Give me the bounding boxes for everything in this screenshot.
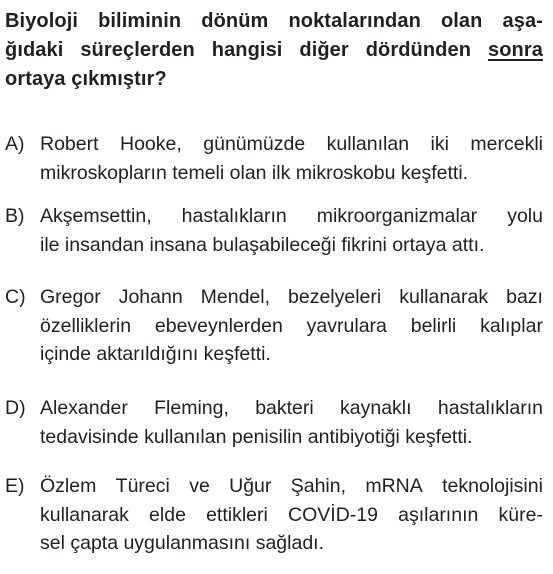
word: hastalıkların <box>181 205 287 227</box>
word: dönüm <box>201 10 269 32</box>
text-line <box>40 231 543 260</box>
text-line <box>40 501 543 530</box>
option-letter: D) <box>5 397 26 419</box>
word: sel çapta uygulanmasını sağladı. <box>40 532 325 554</box>
word: dördünden <box>365 39 472 61</box>
word: özelliklerin <box>40 314 132 337</box>
word: aşa- <box>502 10 543 32</box>
word: ettikleri <box>206 503 268 526</box>
word: Akşemsettin, <box>40 205 152 227</box>
word: hangisi <box>211 39 283 61</box>
word: ğıdaki <box>5 39 64 61</box>
word: elde <box>149 503 186 526</box>
option-text <box>40 472 543 558</box>
option-text <box>40 283 543 369</box>
option-text <box>40 394 543 451</box>
word: Robert <box>40 133 99 155</box>
text-line <box>5 7 543 36</box>
text-line <box>40 340 543 369</box>
word: tedavisinde kullanılan penisilin antibiyotiği keşfetti. <box>40 425 473 448</box>
word: Alexander <box>40 397 128 419</box>
word: bezelyeleri <box>288 286 382 308</box>
word: teknolojisini <box>442 475 543 497</box>
word: kaynaklı <box>340 397 412 419</box>
word: mRNA <box>365 475 423 497</box>
text-line <box>40 159 543 188</box>
word: süreçlerden <box>80 39 195 61</box>
word: günümüzde <box>203 133 306 155</box>
word: Johann <box>118 286 183 308</box>
word: yavrulara <box>306 314 387 337</box>
word: Fleming, <box>154 397 229 419</box>
word: küre- <box>498 503 543 526</box>
option-letter: A) <box>5 133 25 155</box>
text-line <box>40 394 543 423</box>
word: ve <box>189 475 210 497</box>
word: aşılarının <box>398 503 479 526</box>
word: ile insandan insana bulaşabileceği fikrini ortaya attı. <box>40 233 485 256</box>
word: yolu <box>507 205 543 227</box>
word: kullanarak <box>399 286 489 308</box>
option-text <box>40 130 543 187</box>
word: sonra <box>487 39 543 61</box>
text-line <box>40 472 543 501</box>
text-line <box>40 312 543 341</box>
word: belirli <box>410 314 457 337</box>
word: Gregor <box>40 286 101 308</box>
word: bakteri <box>255 397 314 419</box>
word: COVİD-19 <box>288 503 378 526</box>
word: iki <box>430 133 449 155</box>
word: Biyoloji <box>5 10 79 32</box>
word: olan <box>440 10 483 32</box>
text-line <box>40 529 543 558</box>
word: kullanarak <box>40 503 129 526</box>
text-line <box>40 283 543 312</box>
option-letter: E) <box>5 475 25 497</box>
word: Özlem <box>40 475 97 497</box>
word: Mendel, <box>200 286 271 308</box>
word: Türeci <box>115 475 170 497</box>
word: bazı <box>506 286 543 308</box>
word: Şahin, <box>290 475 347 497</box>
word: hastalıkların <box>437 397 543 419</box>
word: içinde aktarıldığını keşfetti. <box>40 343 271 365</box>
option-letter: B) <box>5 205 25 227</box>
word: mikroorganizmalar <box>316 205 478 227</box>
word: Hooke, <box>120 133 182 155</box>
question-page <box>5 0 543 554</box>
word: mercekli <box>470 133 543 155</box>
question-stem <box>5 7 543 94</box>
option-letter: C) <box>5 286 26 308</box>
text-line <box>5 36 543 65</box>
word: mikroskopların temeli olan ilk mikroskobu keşfetti. <box>40 161 469 184</box>
word: kullanılan <box>326 133 410 155</box>
text-line <box>40 202 543 231</box>
word: kalıplar <box>480 314 543 337</box>
text-line <box>40 130 543 159</box>
option-text <box>40 202 543 259</box>
word: biliminin <box>98 10 182 32</box>
text-line <box>5 65 543 94</box>
word: ebeveynlerden <box>154 314 283 337</box>
word: Uğur <box>229 475 272 497</box>
word: diğer <box>299 39 349 61</box>
word: noktalarından <box>288 10 421 32</box>
word: ortaya çıkmıştır? <box>5 68 167 90</box>
text-line <box>40 423 543 452</box>
